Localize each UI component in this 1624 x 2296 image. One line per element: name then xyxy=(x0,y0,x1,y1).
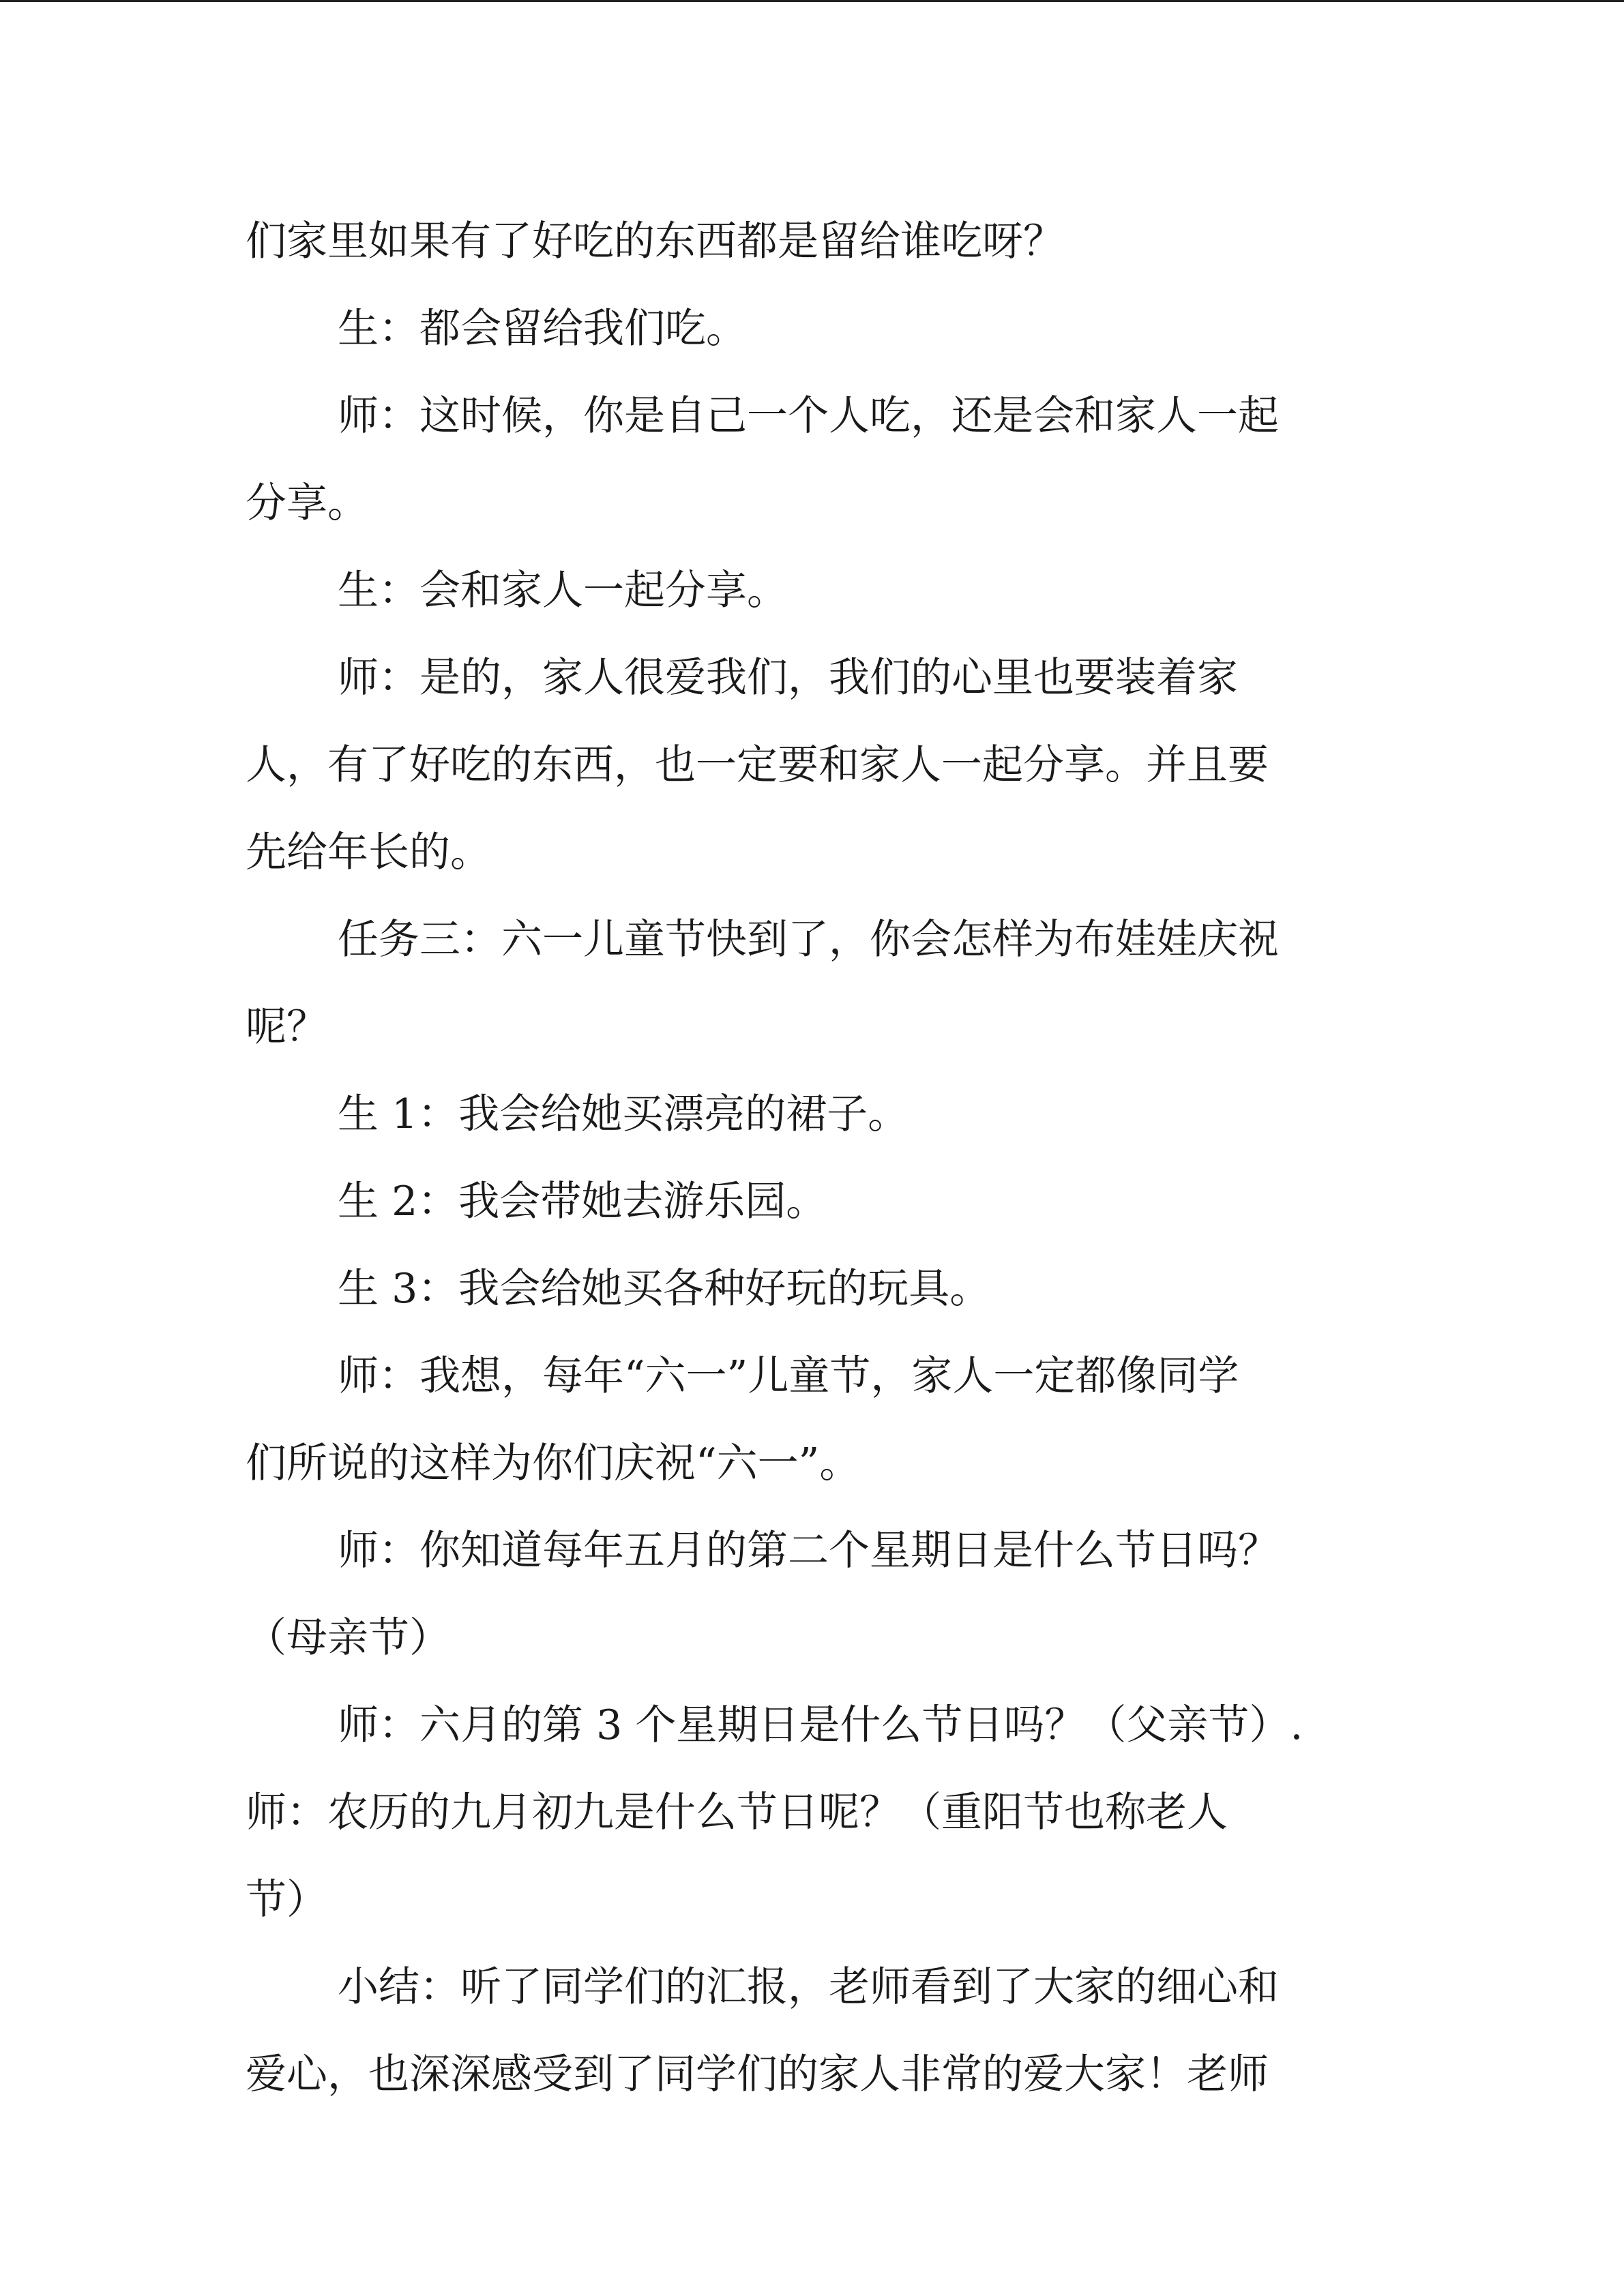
text-line: 小结：听了同学们的汇报，老师看到了大家的细心和 xyxy=(338,1963,1279,2011)
page-top-border xyxy=(0,0,1624,2)
text-line: 呢？ xyxy=(246,1003,327,1051)
text-line: 先给年长的。 xyxy=(246,829,491,876)
text-line: （母亲节） xyxy=(246,1614,450,1662)
text-line: 师：你知道每年五月的第二个星期日是什么节日吗？ xyxy=(338,1527,1279,1575)
text-line: 师：六月的第 3 个星期日是什么节日吗？（父亲节）. xyxy=(338,1701,1303,1749)
text-line: 们所说的这样为你们庆祝“六一”。 xyxy=(246,1440,861,1487)
text-line: 师：是的，家人很爱我们，我们的心里也要装着家 xyxy=(338,654,1238,702)
text-line: 们家里如果有了好吃的东西都是留给谁吃呀？ xyxy=(246,218,1064,265)
text-line: 任务三：六一儿童节快到了，你会怎样为布娃娃庆祝 xyxy=(338,916,1279,964)
text-line: 师：这时候，你是自己一个人吃，还是会和家人一起 xyxy=(338,392,1279,440)
text-line: 生：会和家人一起分享。 xyxy=(338,567,788,614)
text-line: 爱心，也深深感受到了同学们的家人非常的爱大家！老师 xyxy=(246,2051,1269,2098)
text-line: 生 1：我会给她买漂亮的裙子。 xyxy=(338,1090,909,1138)
text-line: 生 3：我会给她买各种好玩的玩具。 xyxy=(338,1265,991,1313)
text-line: 生 2：我会带她去游乐园。 xyxy=(338,1178,827,1225)
body-text xyxy=(246,198,1378,2118)
text-line: 师：农历的九月初九是什么节日呢？（重阳节也称老人 xyxy=(246,1789,1228,1836)
text-line: 生：都会留给我们吃。 xyxy=(338,305,747,353)
text-line: 节） xyxy=(246,1876,327,1924)
text-line: 人，有了好吃的东西，也一定要和家人一起分享。并且要 xyxy=(246,741,1269,789)
text-line: 师：我想，每年“六一”儿童节，家人一定都像同学 xyxy=(338,1352,1239,1400)
text-line: 分享。 xyxy=(246,479,368,527)
